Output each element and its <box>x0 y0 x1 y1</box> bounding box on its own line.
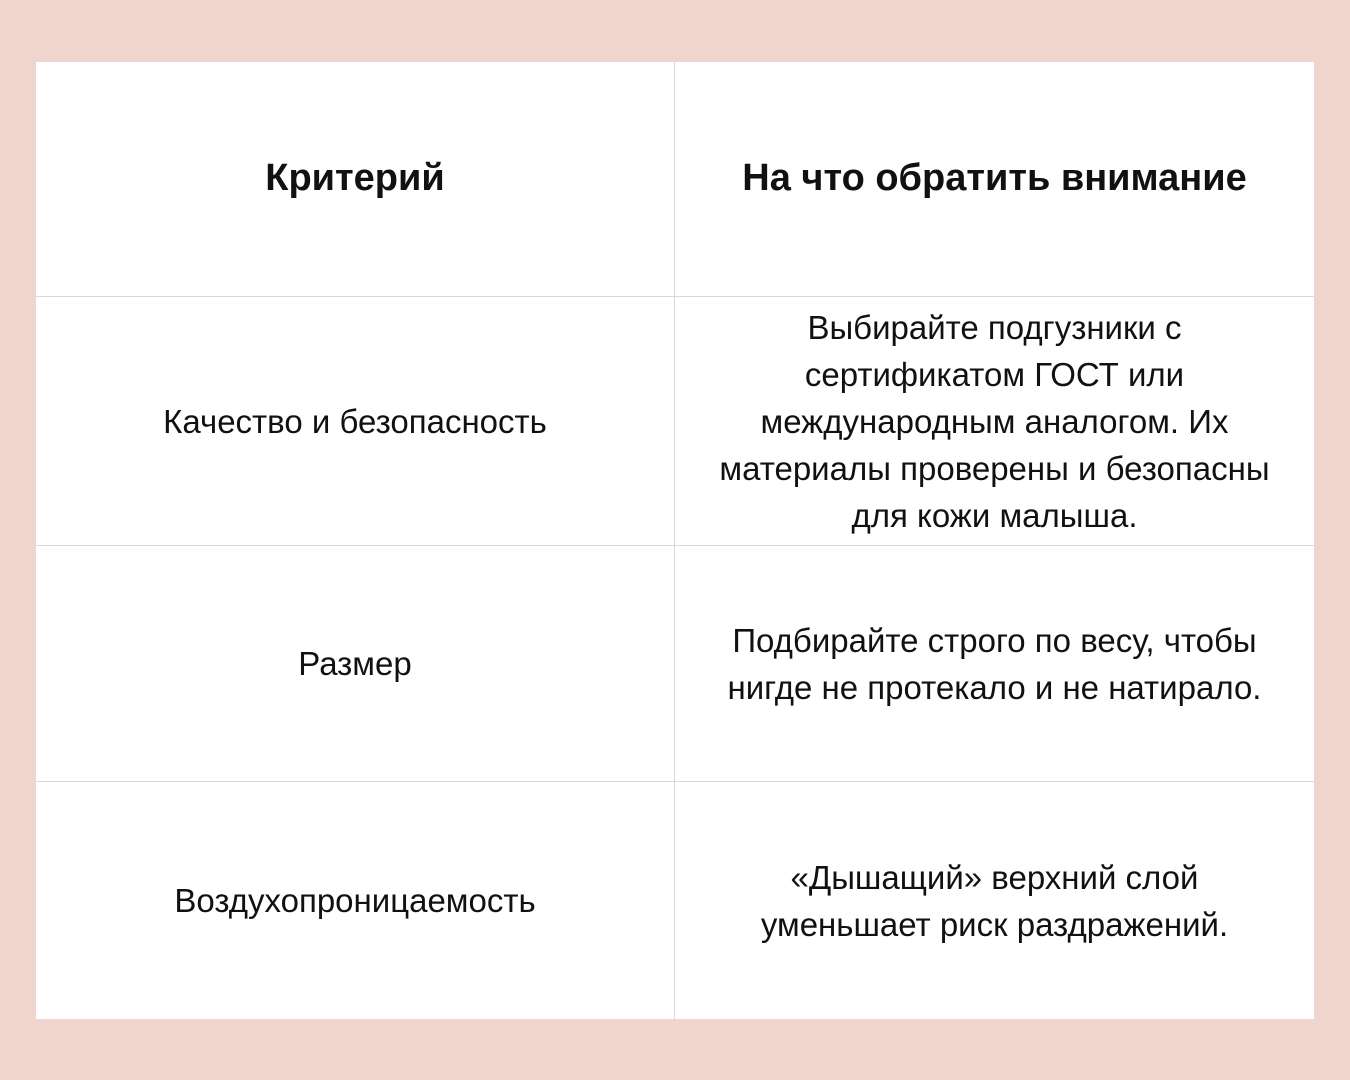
header-cell-criterion <box>36 62 675 297</box>
comparison-table <box>36 62 1314 1019</box>
criterion-breathability-label: Воздухопроницаемость <box>174 882 536 919</box>
table-row-criterion <box>36 782 675 1019</box>
table-row-attention <box>675 546 1314 782</box>
attention-quality-text: Выбирайте подгузники с сертификатом ГОСТ или международным аналогом. Их материалы проверены и безопасны для кожи малыша. <box>719 308 1270 534</box>
criterion-quality-label: Качество и безопасность <box>163 402 547 440</box>
criterion-size-label: Размер <box>298 645 412 682</box>
attention-breathability-text: «Дышащий» верхний слой уменьшает риск раздражений. <box>760 858 1229 943</box>
header-attention-label: На что обратить внимание <box>742 157 1247 200</box>
header-criterion-label: Критерий <box>265 157 445 200</box>
header-cell-attention <box>675 62 1314 297</box>
table-row-criterion <box>36 297 675 546</box>
table-row-attention <box>675 782 1314 1019</box>
table-row-criterion <box>36 546 675 782</box>
table-row-attention <box>675 297 1314 546</box>
attention-size-text: Подбирайте строго по весу, чтобы нигде не протекало и не натирало. <box>727 621 1262 706</box>
